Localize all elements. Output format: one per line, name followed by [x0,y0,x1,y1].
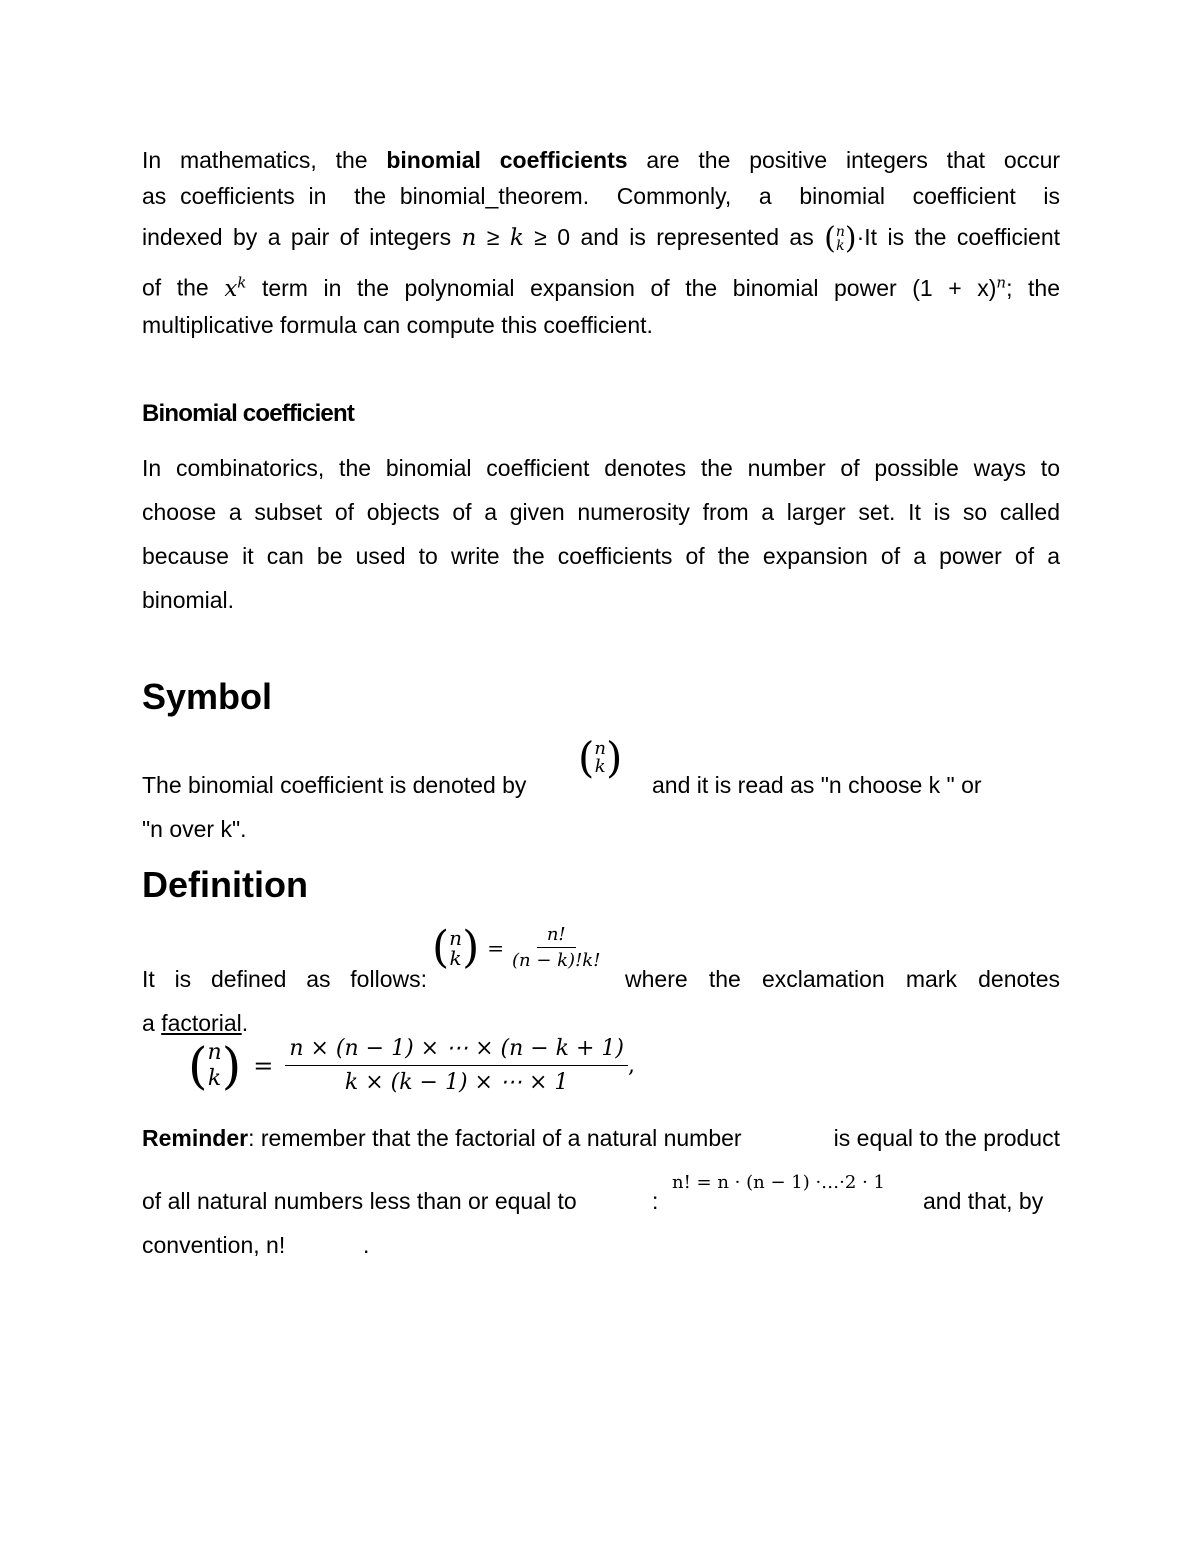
factorial-link[interactable]: factorial [161,1010,242,1036]
section-heading-binomial: Binomial coefficient [142,400,355,427]
intro-paragraph [142,142,1060,343]
section-heading-symbol: Symbol [142,676,273,717]
numerator: n! [537,924,576,948]
symbol-read-as: and it is read as "n choose k " or [652,772,982,798]
paragraph-line: because it can be used to write the coefficients of the expansion of a power of a [142,543,1060,569]
intro-text: occur [1003,147,1061,173]
intro-text: It is the coefficient [864,224,1061,250]
definition-formula-2 [188,1036,635,1095]
paragraph-line: In combinatorics, the binomial coefficient denotes the number of possible ways to [142,455,1060,481]
reminder-line-2: of all natural numbers less than or equal to [142,1188,577,1214]
section-heading-definition: Definition [142,864,308,905]
intro-text: of the [142,274,209,301]
definition-text-2: where the exclamation mark denotes [625,966,1060,992]
factorial-formula: n! = n · (n − 1) ·…·2 · 1 [672,1172,885,1193]
reminder-period: . [363,1232,370,1258]
paragraph-line: choose a subset of objects of a given numerosity from a larger set. It is so called [142,499,1060,525]
intro-text: and is represented as [580,224,814,250]
reminder-line-3: convention, n! [142,1232,286,1258]
intro-text: In mathematics, [142,147,317,173]
binomial-symbol: ( n k ) [188,1036,242,1095]
reminder-text: : remember that the factorial of a natural number [248,1125,742,1151]
reminder-text: is equal to the product [833,1125,1060,1151]
symbol-read-as-2: "n over k". [142,816,247,842]
definition-text: It is defined as follows: [142,966,427,992]
denominator: k × (k − 1) × ⋯ × 1 [344,1070,569,1095]
reminder-colon: : [652,1188,659,1214]
intro-text: positive integers that [749,147,985,173]
intro-text: indexed by a pair of integers [142,224,452,250]
intro-text: are [646,147,680,173]
intro-text: ; the [1006,274,1061,301]
intro-text: the [698,147,731,173]
variable-x: x [224,275,238,302]
binomial-symbol: ( n k ) [432,922,480,973]
text: a [142,1010,155,1036]
paragraph-line: binomial. [142,587,235,613]
intro-text: term in the polynomial expansion of the binomial power (1 + x) [261,274,997,301]
reminder-label: Reminder [142,1125,249,1151]
ge-symbol: ≥ [486,224,500,250]
ge-zero: ≥ 0 [534,224,571,250]
fraction [512,924,600,971]
superscript-k: k [237,272,247,291]
variable-k: k [509,225,524,251]
variable-n: n [461,225,477,251]
superscript-n: n [996,272,1007,291]
equals-sign: = [253,1051,274,1080]
text: . [241,1010,249,1036]
intro-line-4 [142,264,1060,307]
reminder-line-1 [142,1120,1060,1156]
equals-sign: = [487,935,504,960]
intro-line-2: as coefficients in the binomial_theorem. Commonly, a binomial coefficient is [142,183,1060,209]
intro-line-5: multiplicative formula can compute this coefficient. [142,311,653,338]
intro-line-1 [142,142,1060,178]
denominator: (n − k)!k! [512,950,601,971]
fraction [285,1036,628,1095]
binomial-symbol-inline: ( n k ) [824,220,857,256]
binomial-paragraph [142,446,1060,622]
intro-text: the [335,147,368,173]
symbol-text: The binomial coefficient is denoted by [142,772,527,798]
intro-line-3: indexed by a pair of integers n ≥ k ≥ 0 and is represented as ( n k ) ·It is the coefficient [142,212,1060,264]
numerator: n × (n − 1) × ⋯ × (n − k + 1) [285,1036,628,1066]
binomial-symbol: ( n k ) [578,733,623,782]
comma: , [628,1053,635,1078]
definition-formula-1 [432,922,600,973]
reminder-text-3: and that, by [923,1188,1044,1214]
bold-term: binomial coefficients [386,147,628,173]
